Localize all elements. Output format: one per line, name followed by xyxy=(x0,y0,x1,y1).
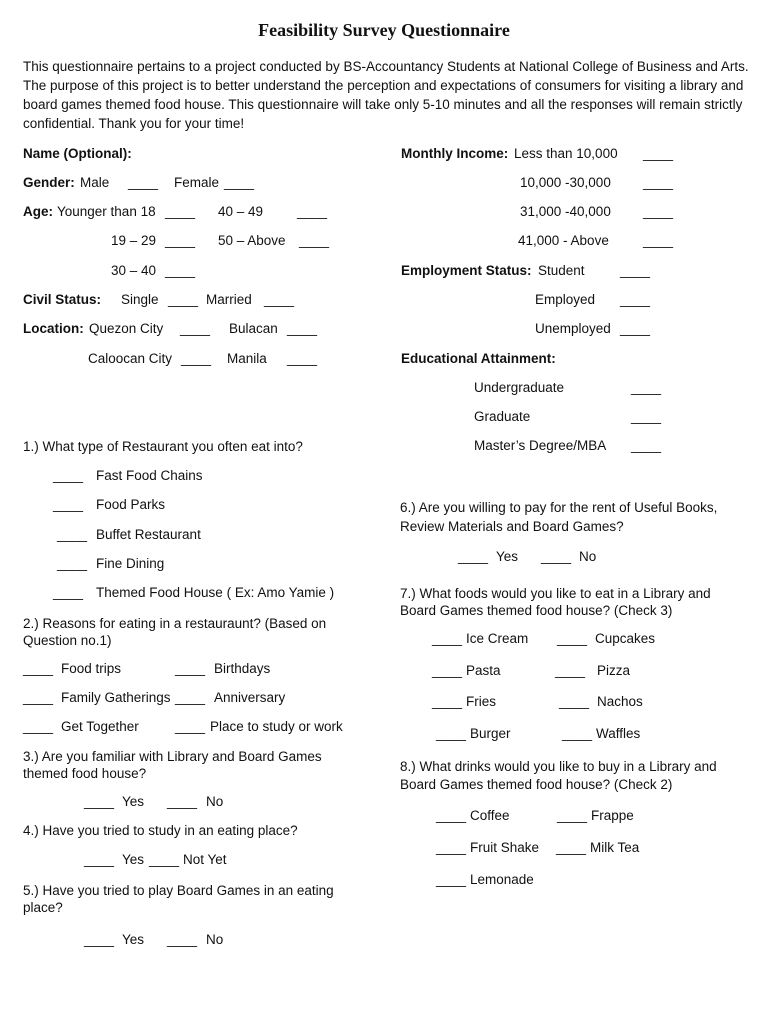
q8-blank[interactable]: ____ xyxy=(436,808,467,823)
income-label: Monthly Income: xyxy=(401,146,509,161)
gender-female-blank[interactable]: ____ xyxy=(224,175,255,190)
q4-no-blank[interactable]: ____ xyxy=(149,852,180,867)
q7-option: Waffles xyxy=(596,726,641,741)
q7-text: 7.) What foods would you like to eat in a Library and Board Games themed food house? (Check 3) xyxy=(400,586,711,618)
intro-paragraph: This questionnaire pertains to a project conducted by BS-Accountancy Students at National College of Business and Arts. The purpose of this project is to better understand the perception and expectations of consumers for visiting a library and board games themed food house. This questionnaire will take only 5-10 minutes and all the responses will remain strictly confidential. Thank you for your time! xyxy=(23,59,749,131)
q2-option: Birthdays xyxy=(214,661,271,676)
q2-option: Get Together xyxy=(61,719,139,734)
q4-yes-blank[interactable]: ____ xyxy=(84,852,115,867)
q2-blank[interactable]: ____ xyxy=(175,719,206,734)
edu-masters-label: Master’s Degree/MBA xyxy=(474,438,607,453)
edu-undergrad-blank[interactable]: ____ xyxy=(631,380,662,395)
q7-blank[interactable]: ____ xyxy=(562,726,593,741)
age-30-40-blank[interactable]: ____ xyxy=(165,263,196,278)
q5-no-label: No xyxy=(206,932,224,947)
loc-caloocan-label: Caloocan City xyxy=(88,351,173,366)
q2-text: 2.) Reasons for eating in a restauraunt? (Based on Question no.1) xyxy=(23,616,327,648)
loc-bulacan-label: Bulacan xyxy=(229,321,278,336)
q4-text: 4.) Have you tried to study in an eating place? xyxy=(23,823,298,838)
q8-option: Lemonade xyxy=(470,872,534,887)
q7-blank[interactable]: ____ xyxy=(555,663,586,678)
q3-text: 3.) Are you familiar with Library and Board Games themed food house? xyxy=(23,749,322,781)
q1-option: Themed Food House ( Ex: Amo Yamie ) xyxy=(96,585,335,600)
loc-manila-blank[interactable]: ____ xyxy=(287,351,318,366)
q7-option: Pasta xyxy=(466,663,501,678)
civil-married-blank[interactable]: ____ xyxy=(264,292,295,307)
age-50-above-blank[interactable]: ____ xyxy=(299,233,330,248)
q5-yes-blank[interactable]: ____ xyxy=(84,932,115,947)
emp-employed-label: Employed xyxy=(535,292,596,307)
q1-option: Food Parks xyxy=(96,497,166,512)
age-50-above-label: 50 – Above xyxy=(218,233,286,248)
q8-option: Fruit Shake xyxy=(470,840,540,855)
income-3-blank[interactable]: ____ xyxy=(643,204,674,219)
q1-text: 1.) What type of Restaurant you often eat into? xyxy=(23,439,303,454)
q4-no-label: Not Yet xyxy=(183,852,227,867)
income-4-label: 41,000 - Above xyxy=(518,233,609,248)
q6-yes-label: Yes xyxy=(496,549,519,564)
q2-blank[interactable]: ____ xyxy=(175,690,206,705)
q3-yes-blank[interactable]: ____ xyxy=(84,794,115,809)
name-label: Name (Optional): xyxy=(23,146,132,161)
civil-status-label: Civil Status: xyxy=(23,292,102,307)
q6-text: 6.) Are you willing to pay for the rent of Useful Books, Review Materials and Board Games? xyxy=(400,500,718,534)
emp-unemployed-label: Unemployed xyxy=(535,321,611,336)
age-30-40-label: 30 – 40 xyxy=(111,263,157,278)
income-1-blank[interactable]: ____ xyxy=(643,146,674,161)
q6-no-label: No xyxy=(579,549,597,564)
q7-blank[interactable]: ____ xyxy=(557,631,588,646)
q8-option: Milk Tea xyxy=(590,840,640,855)
civil-single-blank[interactable]: ____ xyxy=(168,292,199,307)
age-40-49-label: 40 – 49 xyxy=(218,204,264,219)
q7-blank[interactable]: ____ xyxy=(559,694,590,709)
loc-bulacan-blank[interactable]: ____ xyxy=(287,321,318,336)
q1-option: Fast Food Chains xyxy=(96,468,203,483)
q2-blank[interactable]: ____ xyxy=(23,690,54,705)
age-lt18-blank[interactable]: ____ xyxy=(165,204,196,219)
location-label: Location: xyxy=(23,321,84,336)
age-label: Age: xyxy=(23,204,53,219)
q1-option: Fine Dining xyxy=(96,556,165,571)
q8-blank[interactable]: ____ xyxy=(556,840,587,855)
q7-option: Ice Cream xyxy=(466,631,529,646)
q8-option: Frappe xyxy=(591,808,634,823)
q7-blank[interactable]: ____ xyxy=(432,663,463,678)
page-title: Feasibility Survey Questionnaire xyxy=(258,20,510,40)
q1-blank[interactable]: ____ xyxy=(53,468,84,483)
q4-yes-label: Yes xyxy=(122,852,145,867)
q2-option: Anniversary xyxy=(214,690,286,705)
q7-option: Nachos xyxy=(597,694,643,709)
q1-blank[interactable]: ____ xyxy=(53,497,84,512)
income-4-blank[interactable]: ____ xyxy=(643,233,674,248)
q8-text: 8.) What drinks would you like to buy in a Library and Board Games themed food house? (Check 2) xyxy=(400,759,717,792)
age-19-29-label: 19 – 29 xyxy=(111,233,157,248)
emp-employed-blank[interactable]: ____ xyxy=(620,292,651,307)
loc-quezon-label: Quezon City xyxy=(89,321,164,336)
q5-text: 5.) Have you tried to play Board Games in an eating place? xyxy=(23,883,334,915)
q8-blank[interactable]: ____ xyxy=(436,840,467,855)
q3-yes-label: Yes xyxy=(122,794,145,809)
civil-married-label: Married xyxy=(206,292,252,307)
loc-manila-label: Manila xyxy=(227,351,267,366)
income-3-label: 31,000 -40,000 xyxy=(520,204,611,219)
edu-grad-label: Graduate xyxy=(474,409,531,424)
q7-blank[interactable]: ____ xyxy=(436,726,467,741)
employment-label: Employment Status: xyxy=(401,263,532,278)
emp-student-blank[interactable]: ____ xyxy=(620,263,651,278)
education-label: Educational Attainment: xyxy=(401,351,556,366)
q2-blank[interactable]: ____ xyxy=(23,719,54,734)
income-2-label: 10,000 -30,000 xyxy=(520,175,611,190)
q7-option: Fries xyxy=(466,694,496,709)
q5-no-blank[interactable]: ____ xyxy=(167,932,198,947)
q8-option: Coffee xyxy=(470,808,510,823)
emp-student-label: Student xyxy=(538,263,585,278)
q2-option: Place to study or work xyxy=(210,719,343,734)
q5-yes-label: Yes xyxy=(122,932,145,947)
q1-option: Buffet Restaurant xyxy=(96,527,201,542)
income-2-blank[interactable]: ____ xyxy=(643,175,674,190)
q2-blank[interactable]: ____ xyxy=(175,661,206,676)
q3-no-label: No xyxy=(206,794,224,809)
q3-no-blank[interactable]: ____ xyxy=(167,794,198,809)
q2-blank[interactable]: ____ xyxy=(23,661,54,676)
q1-blank[interactable]: ____ xyxy=(53,585,84,600)
gender-male-label: Male xyxy=(80,175,110,190)
edu-masters-blank[interactable]: ____ xyxy=(631,438,662,453)
emp-unemployed-blank[interactable]: ____ xyxy=(620,321,651,336)
loc-caloocan-blank[interactable]: ____ xyxy=(181,351,212,366)
income-1-label: Less than 10,000 xyxy=(514,146,618,161)
q7-blank[interactable]: ____ xyxy=(432,694,463,709)
q1-blank[interactable]: ____ xyxy=(57,556,88,571)
age-19-29-blank[interactable]: ____ xyxy=(165,233,196,248)
civil-single-label: Single xyxy=(121,292,159,307)
edu-undergrad-label: Undergraduate xyxy=(474,380,565,395)
edu-grad-blank[interactable]: ____ xyxy=(631,409,662,424)
q7-option: Pizza xyxy=(597,663,631,678)
age-40-49-blank[interactable]: ____ xyxy=(297,204,328,219)
gender-label: Gender: xyxy=(23,175,75,190)
gender-female-label: Female xyxy=(174,175,220,190)
gender-male-blank[interactable]: ____ xyxy=(128,175,159,190)
q2-option: Food trips xyxy=(61,661,122,676)
q1-blank[interactable]: ____ xyxy=(57,527,88,542)
age-lt18-label: Younger than 18 xyxy=(57,204,156,219)
q6-yes-blank[interactable]: ____ xyxy=(458,549,489,564)
q8-blank[interactable]: ____ xyxy=(436,872,467,887)
q2-option: Family Gatherings xyxy=(61,690,171,705)
q8-blank[interactable]: ____ xyxy=(557,808,588,823)
loc-quezon-blank[interactable]: ____ xyxy=(180,321,211,336)
q6-no-blank[interactable]: ____ xyxy=(541,549,572,564)
q7-option: Burger xyxy=(470,726,511,741)
q7-option: Cupcakes xyxy=(595,631,656,646)
q7-blank[interactable]: ____ xyxy=(432,631,463,646)
